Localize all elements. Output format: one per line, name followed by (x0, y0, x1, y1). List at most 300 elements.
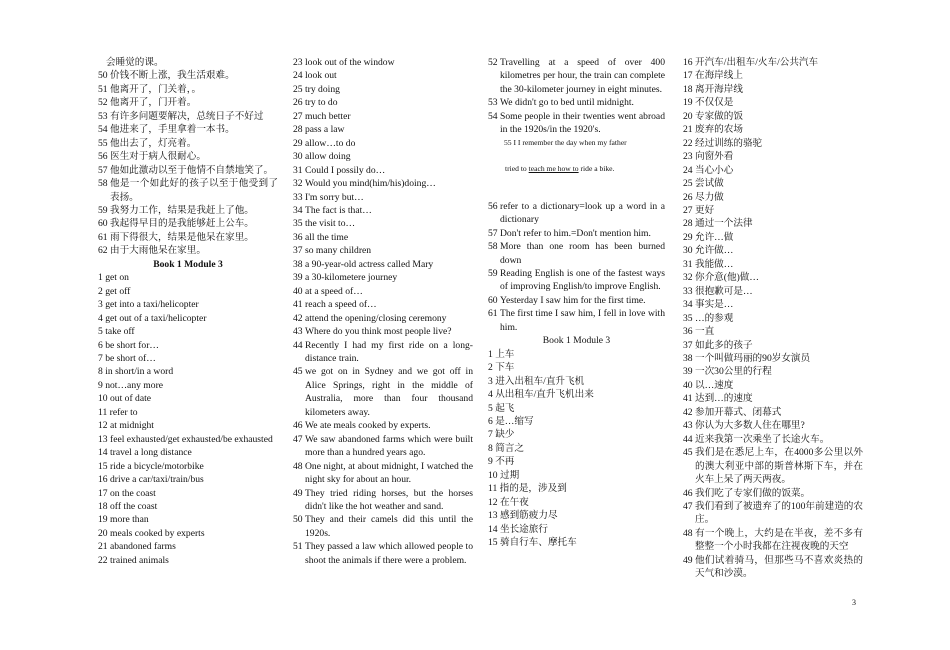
list-item (98, 177, 278, 204)
list-item (98, 56, 278, 69)
item-text: Recently I had my first ride on a long-distance train. (305, 339, 473, 364)
list-item (683, 164, 863, 177)
item-number: 14 (488, 523, 500, 535)
item-text: 很抱歉可是… (695, 285, 753, 297)
item-number: 21 (683, 124, 695, 136)
item-text: 起飞 (495, 402, 515, 414)
module-heading: Book 1 Module 3 (542, 335, 611, 347)
item-text: …的参观 (695, 312, 734, 324)
item-text: 缺少 (495, 429, 515, 441)
list-item (98, 96, 278, 109)
item-text: 我努力工作，结果是我赶上了他。 (110, 204, 254, 216)
list-item (98, 285, 278, 298)
item-text: Some people in their twenties went abroad in the 1920s/in the 1920's. (500, 110, 665, 136)
column-4 (683, 56, 863, 581)
item-number: 35 (293, 218, 305, 230)
list-item (98, 513, 278, 526)
list-item (683, 406, 863, 419)
item-number: 34 (293, 204, 305, 216)
item-text: 允许做… (695, 245, 734, 257)
list-item (488, 200, 665, 227)
item-number: 10 (488, 469, 500, 481)
item-number: 58 (488, 241, 500, 253)
item-text: we got on in Sydney and we got off in Alice Springs, right in the middle of Australia, more than four thousand kilometers away. (305, 366, 473, 418)
list-item (98, 325, 278, 338)
item-number: 29 (683, 231, 695, 243)
item-number: 47 (683, 500, 695, 512)
item-text: 是…缩写 (495, 415, 534, 427)
list-item (98, 446, 278, 459)
item-number: 39 (683, 366, 695, 378)
item-number: 27 (293, 110, 305, 122)
item-text: at midnight (110, 420, 154, 432)
item-number: 43 (683, 420, 695, 432)
item-number: 18 (98, 500, 110, 512)
item-number: 29 (293, 137, 305, 149)
item-text: 在海岸线上 (695, 70, 743, 82)
item-text: 会睡觉的课。 (106, 57, 164, 68)
item-number: 53 (488, 97, 500, 109)
list-item (683, 527, 863, 554)
item-number: 33 (683, 285, 695, 297)
list-item (293, 150, 473, 163)
item-text: 经过训练的骆驼 (695, 137, 763, 149)
item-number: 24 (683, 164, 695, 176)
list-item (683, 352, 863, 365)
list-item (683, 433, 863, 446)
item-number: 31 (293, 164, 305, 176)
english-sentences-list (488, 200, 665, 335)
list-item (293, 325, 473, 338)
item-number: 51 (293, 541, 305, 553)
item-number: 40 (683, 379, 695, 391)
list-item (98, 231, 278, 244)
item-text: not…any more (105, 379, 164, 391)
item-text: 开汽车/出租车/火车/公共汽车 (695, 57, 819, 68)
item-number: 1 (98, 272, 106, 284)
item-number: 9 (98, 379, 106, 391)
list-item (98, 554, 278, 567)
list-item (98, 527, 278, 540)
item-number: 1 (488, 348, 496, 360)
list-item (293, 191, 473, 204)
item-text: Don't refer to him.=Don't mention him. (500, 227, 651, 239)
list-item (683, 110, 863, 123)
list-item (488, 415, 665, 428)
item-text: 事实是… (695, 299, 734, 311)
item-number: 27 (683, 204, 695, 216)
list-item (98, 217, 278, 230)
list-item (98, 298, 278, 311)
item-number: 38 (293, 258, 305, 270)
column-2 (293, 56, 473, 567)
item-text: 我们是在悉尼上车，在4000多公里以外的澳大利亚中部的斯普林斯下车，并在火车上呆了两天两夜。 (695, 447, 863, 486)
list-item (488, 267, 665, 294)
list-item (98, 406, 278, 419)
list-item (293, 312, 473, 325)
item-text: The fact is that… (305, 204, 372, 216)
item-text: 我能做… (695, 258, 734, 270)
item-number: 36 (683, 326, 695, 338)
item-text: We didn't go to bed until midnight. (500, 97, 634, 109)
list-item (293, 231, 473, 244)
item-number: 12 (488, 496, 500, 508)
column-1 (98, 56, 278, 567)
list-item (683, 312, 863, 325)
item-text: ride a bicycle/motorbike (110, 460, 204, 472)
list-item (98, 164, 278, 177)
item-number: 50 (293, 514, 305, 526)
list-item (293, 298, 473, 311)
item-number: 30 (293, 151, 305, 163)
list-item (98, 83, 278, 96)
item-number: 26 (683, 191, 695, 203)
item-number: 34 (683, 299, 695, 311)
item-number: 48 (293, 460, 305, 472)
item-number: 4 (98, 312, 106, 324)
item-text: travel a long distance (110, 447, 192, 459)
item-text: 有许多问题要解决，总统日子不好过 (110, 110, 264, 122)
list-item (488, 110, 665, 137)
item-number: 42 (293, 312, 305, 324)
item-text: Reading English is one of the fastest ways of improving English/to improve English. (500, 267, 665, 293)
item-number: 45 (683, 447, 695, 459)
item-text: 离开海岸线 (695, 83, 743, 95)
item-text: I'm sorry but… (305, 191, 364, 203)
item-number: 45 (293, 366, 305, 378)
english-sentences-list (488, 56, 665, 137)
item-text: be short for… (105, 339, 160, 351)
item-number: 39 (293, 272, 305, 284)
list-item (293, 137, 473, 150)
chinese-phrases-list (488, 348, 665, 550)
item-number: 28 (683, 218, 695, 230)
item-text: at a speed of… (305, 285, 363, 297)
item-text: more than (110, 514, 149, 526)
item-text: 在午夜 (500, 496, 529, 508)
list-item (488, 227, 665, 240)
item-text: 尝试做 (695, 178, 724, 190)
item-text: 上车 (495, 348, 515, 360)
item-number: 17 (683, 70, 695, 82)
item-text: get into a taxi/helicopter (105, 299, 199, 311)
item-number: 51 (98, 83, 110, 95)
item-text: 我们吃了专家们做的饭菜。 (695, 487, 811, 499)
list-item (293, 271, 473, 284)
list-item (98, 352, 278, 365)
item-number: 28 (293, 124, 305, 136)
list-item (683, 231, 863, 244)
item-text: try to do (305, 97, 338, 109)
item-text: We saw abandoned farms which were built more than a hundred years ago. (305, 433, 473, 459)
item-number: 43 (293, 326, 305, 338)
list-item (488, 536, 665, 549)
item-number: 60 (98, 218, 110, 230)
item-text: refer to (109, 406, 138, 418)
item-text: take off (105, 326, 135, 338)
item-text: They and their camels did this until the 1920s. (305, 514, 473, 539)
item-text: 价钱不断上涨，我生活艰难。 (110, 70, 235, 82)
item-text: One night, at about midnight, I watched the night sky for about an hour. (305, 460, 473, 486)
item-text: 有一个晚上，大约是在半夜，差不多有整整一个小时我都在注视夜晚的天空 (695, 527, 863, 553)
item-number: 16 (683, 57, 695, 68)
item-text: the visit to… (305, 218, 356, 230)
list-item (488, 348, 665, 361)
list-item (98, 460, 278, 473)
item-text: 当心小心 (695, 164, 734, 176)
item-number: 20 (98, 527, 110, 539)
spacer (488, 175, 665, 200)
list-item (98, 69, 278, 82)
item-text: Yesterday I saw him for the first time. (500, 294, 646, 306)
item-text: 由于大雨他呆在家里。 (110, 245, 206, 257)
item-number: 30 (683, 245, 695, 257)
item-number: 54 (488, 110, 500, 122)
item-number: 26 (293, 97, 305, 109)
list-item (293, 83, 473, 96)
page-number: 3 (852, 598, 856, 607)
item-number: 20 (683, 110, 695, 122)
item-number: 4 (488, 389, 496, 401)
item-number: 59 (488, 267, 500, 279)
list-item (488, 428, 665, 441)
list-item (683, 96, 863, 109)
item-text: 更好 (695, 204, 715, 216)
item-text: 他们试着骑马，但那些马不喜欢炎热的天气和沙漠。 (695, 554, 863, 580)
list-item (488, 402, 665, 415)
item-text: 雨下得很大，结果是他呆在家里。 (110, 231, 254, 243)
item-number: 7 (488, 429, 496, 441)
item-text: 不再 (495, 456, 515, 468)
item-text: trained animals (110, 554, 169, 566)
item-text: drive a car/taxi/train/bus (110, 474, 204, 486)
item-text: They tried riding horses, but the horses didn't like the hot weather and sand. (305, 487, 473, 512)
item-number: 6 (488, 415, 496, 427)
item-text: 我们看到了被遗弃了的100年前建造的农庄。 (695, 500, 863, 526)
list-item (98, 244, 278, 257)
list-item (98, 271, 278, 284)
list-item (293, 540, 473, 567)
item-text: 骑自行车、摩托车 (500, 537, 577, 549)
item-text: look out of the window (305, 57, 395, 68)
list-item (293, 56, 473, 69)
list-item (683, 500, 863, 527)
item-number: 9 (488, 456, 496, 468)
item-text: Would you mind(him/his)doing… (305, 178, 436, 190)
item-number: 59 (98, 204, 110, 216)
item-number: 17 (98, 487, 110, 499)
list-item (488, 496, 665, 509)
list-item (98, 500, 278, 513)
list-item (293, 460, 473, 487)
list-item (683, 298, 863, 311)
list-item (98, 339, 278, 352)
list-item (488, 523, 665, 536)
item-text: Could I possily do… (305, 164, 386, 176)
item-text: in short/in a word (105, 366, 174, 378)
item-number: 49 (683, 554, 695, 566)
item-text: attend the opening/closing ceremony (305, 312, 447, 324)
item-text: 一直 (695, 326, 715, 338)
item-number: 23 (683, 151, 695, 163)
item-text: get out of a taxi/helicopter (105, 312, 207, 324)
item-text: 不仅仅是 (695, 97, 734, 109)
item-text: a 30-kilometere journey (305, 272, 398, 284)
column-3 (488, 56, 665, 550)
item-text: abandoned farms (110, 541, 176, 553)
item-number: 37 (293, 245, 305, 257)
item-number: 60 (488, 294, 500, 306)
item-number: 56 (98, 151, 110, 163)
item-text: feel exhausted/get exhausted/be exhausted (110, 433, 273, 445)
item-text: look out (305, 70, 337, 82)
item-number: 44 (293, 339, 305, 351)
item-text: The first time I saw him, I fell in love with him. (500, 308, 665, 333)
item-text: be short of… (105, 352, 156, 364)
item-text: 通过一个法律 (695, 218, 753, 230)
item-text: refer to a dictionary=look up a word in a dictionary (500, 200, 665, 226)
list-item (488, 240, 665, 267)
item-text: 指的是，涉及到 (499, 483, 567, 495)
item-number: 42 (683, 406, 695, 418)
list-item (293, 123, 473, 136)
item-number: 47 (293, 433, 305, 445)
item-number: 32 (683, 272, 695, 284)
item-number: 46 (683, 487, 695, 499)
item-text: 简言之 (495, 442, 524, 454)
english-phrases-list (293, 56, 473, 567)
item-number: 61 (488, 308, 500, 320)
list-item (293, 433, 473, 460)
list-item (293, 217, 473, 230)
list-item (293, 487, 473, 514)
item-text: 坐长途旅行 (500, 523, 548, 535)
item-number: 46 (293, 420, 305, 432)
item-number: 5 (488, 402, 496, 414)
list-item (98, 365, 278, 378)
item-number: 13 (98, 433, 110, 445)
list-item (293, 164, 473, 177)
item-number: 62 (98, 245, 110, 257)
item-number: 50 (98, 70, 110, 82)
item-text: They passed a law which allowed people to shoot the animals if there were a problem. (305, 541, 473, 566)
item-number: 10 (98, 393, 110, 405)
item-text: 近来我第一次乘坐了长途火车。 (695, 433, 830, 445)
item-number: 55 (98, 137, 110, 149)
list-item (98, 392, 278, 405)
item-text: 他是一个如此好的孩子以至于他受到了表扬。 (110, 178, 278, 203)
list-item (293, 110, 473, 123)
item-text: 尽力做 (695, 191, 724, 203)
item-text: 过期 (500, 469, 520, 481)
list-item (683, 69, 863, 82)
item-number: 24 (293, 70, 305, 82)
list-item (98, 379, 278, 392)
list-item (683, 325, 863, 338)
item-number: 22 (683, 137, 695, 149)
list-item (488, 469, 665, 482)
item-text: a 90-year-old actress called Mary (305, 258, 434, 270)
list-item (488, 455, 665, 468)
item-text: 向窗外看 (695, 151, 734, 163)
item-number: 57 (98, 164, 110, 176)
item-number: 5 (98, 326, 106, 338)
item-number: 19 (98, 514, 110, 526)
list-item (98, 312, 278, 325)
item-text: 进入出租车/直升飞机 (495, 375, 585, 387)
list-item (293, 258, 473, 271)
list-item (488, 442, 665, 455)
list-item (683, 191, 863, 204)
list-item (98, 123, 278, 136)
item-text: 你认为大多数人住在哪里? (695, 420, 805, 432)
item-text: 你介意(他)做… (695, 272, 759, 284)
item-number: 18 (683, 83, 695, 95)
item-number: 7 (98, 352, 106, 364)
list-item (488, 56, 665, 96)
item-text: 下车 (495, 362, 515, 374)
item-text: 他进来了，手里拿着一本书。 (110, 124, 235, 136)
item-text: 允许…做 (695, 231, 734, 243)
item-number: 13 (488, 510, 500, 522)
list-item (683, 258, 863, 271)
item-text: try doing (305, 83, 340, 95)
item-number: 23 (293, 57, 305, 68)
english-phrases-list (98, 271, 278, 567)
item-text: meals cooked by experts (110, 527, 205, 539)
item-text: allow…to do (305, 137, 356, 149)
item-number: 12 (98, 420, 110, 432)
item-text: Where do you think most people live? (305, 326, 452, 338)
item-number: 8 (488, 442, 496, 454)
item-text: off the coast (110, 500, 158, 512)
list-item (488, 294, 665, 307)
item-number: 19 (683, 97, 695, 109)
item-number: 54 (98, 124, 110, 136)
item-text: 废弃的农场 (695, 124, 743, 136)
list-item (683, 150, 863, 163)
item-number: 11 (488, 483, 500, 495)
list-item (98, 473, 278, 486)
list-item (488, 375, 665, 388)
list-item (683, 487, 863, 500)
item-number: 37 (683, 339, 695, 351)
item-text: out of date (110, 393, 152, 405)
item-text: 专家做的饭 (695, 110, 743, 122)
list-item (98, 150, 278, 163)
item-text: 医生对于病人很耐心。 (110, 151, 206, 163)
item-text: 一次30公里的行程 (695, 366, 772, 378)
item-number: 41 (293, 299, 305, 311)
list-item (293, 204, 473, 217)
item-number: 58 (98, 178, 110, 190)
item-number: 56 (488, 200, 500, 212)
list-item (293, 96, 473, 109)
list-item (683, 204, 863, 217)
item-number: 38 (683, 352, 695, 364)
item-number: 2 (488, 362, 496, 374)
item-text: reach a speed of… (305, 299, 377, 311)
list-item (293, 285, 473, 298)
item-number: 36 (293, 231, 305, 243)
item-number: 35 (683, 312, 695, 324)
item-text: 达到…的速度 (695, 393, 753, 405)
list-item (683, 83, 863, 96)
item-number: 31 (683, 258, 695, 270)
list-item (683, 285, 863, 298)
item-number: 3 (98, 299, 106, 311)
list-item (683, 177, 863, 190)
